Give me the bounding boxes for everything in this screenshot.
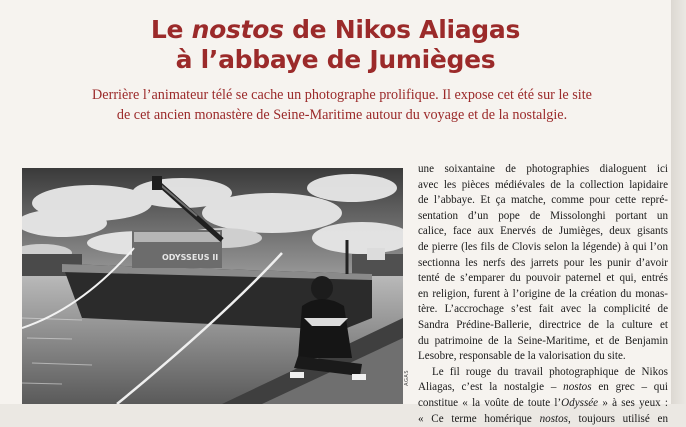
para2-line-1: Le fil rouge du travail photographique de Nikos xyxy=(418,365,668,381)
body-line: du patrimoine de la Seine-Maritime, et de Benjamin xyxy=(418,334,668,350)
page-edge-shadow xyxy=(671,0,686,404)
body-line: Lesobre, responsable de la valorisation du site. xyxy=(418,349,668,365)
para2-line-4: « Ce terme homérique nostos, toujours utilisé en xyxy=(418,412,668,427)
lead-line-1: Derrière l’animateur télé se cache un photographe prolifique. Il expose cet été sur le site xyxy=(62,85,622,105)
boat-name-label: ODYSSEUS II xyxy=(162,253,218,262)
body-line: calice, face aux Enervés de Jumièges, deux gisants xyxy=(418,224,668,240)
body-line: avec les pièces médiévales de la collection lapidaire xyxy=(418,178,668,194)
para2-line-3: constitue « la voûte de toute l’Odyssée » à ses yeux : xyxy=(418,396,668,412)
title-emphasis: nostos xyxy=(192,15,284,44)
body-line: de pierre (les fils de Clovis selon la légende) à qui l’on xyxy=(418,240,668,256)
body-line: de l’abbaye. Et ça matche, comme pour cette repré- xyxy=(418,193,668,209)
body-column xyxy=(418,162,668,427)
body-line: Sandra Prédine-Ballerie, directrice de la culture et xyxy=(418,318,668,334)
body-line: tenté de s’emparer du pouvoir paternel et qui, entrés xyxy=(418,271,668,287)
article-title-line-1: Le nostos de Nikos Aliagas xyxy=(0,15,671,45)
lead-line-2: de cet ancien monastère de Seine-Maritime autour du voyage et de la nostalgie. xyxy=(62,105,622,125)
para2-line-2: Aliagas, c’est la nostalgie – nostos en grec – qui xyxy=(418,380,668,396)
body-line: sentation d’un pope de Missolonghi portant un xyxy=(418,209,668,225)
body-line: une soixantaine de photographies dialoguent ici xyxy=(418,162,668,178)
body-line: en religion, furent à l’origine de la création du monas- xyxy=(418,287,668,303)
article-title-line-2: à l’abbaye de Jumièges xyxy=(0,45,671,75)
photo-barge-portrait xyxy=(22,168,403,404)
body-line: tère. L’accrochage s’est fait avec la complicité de xyxy=(418,302,668,318)
photo-credit: AGAS xyxy=(404,370,414,386)
body-line: sectionna les nerfs des jarrets pour les punir d’avoir xyxy=(418,256,668,272)
